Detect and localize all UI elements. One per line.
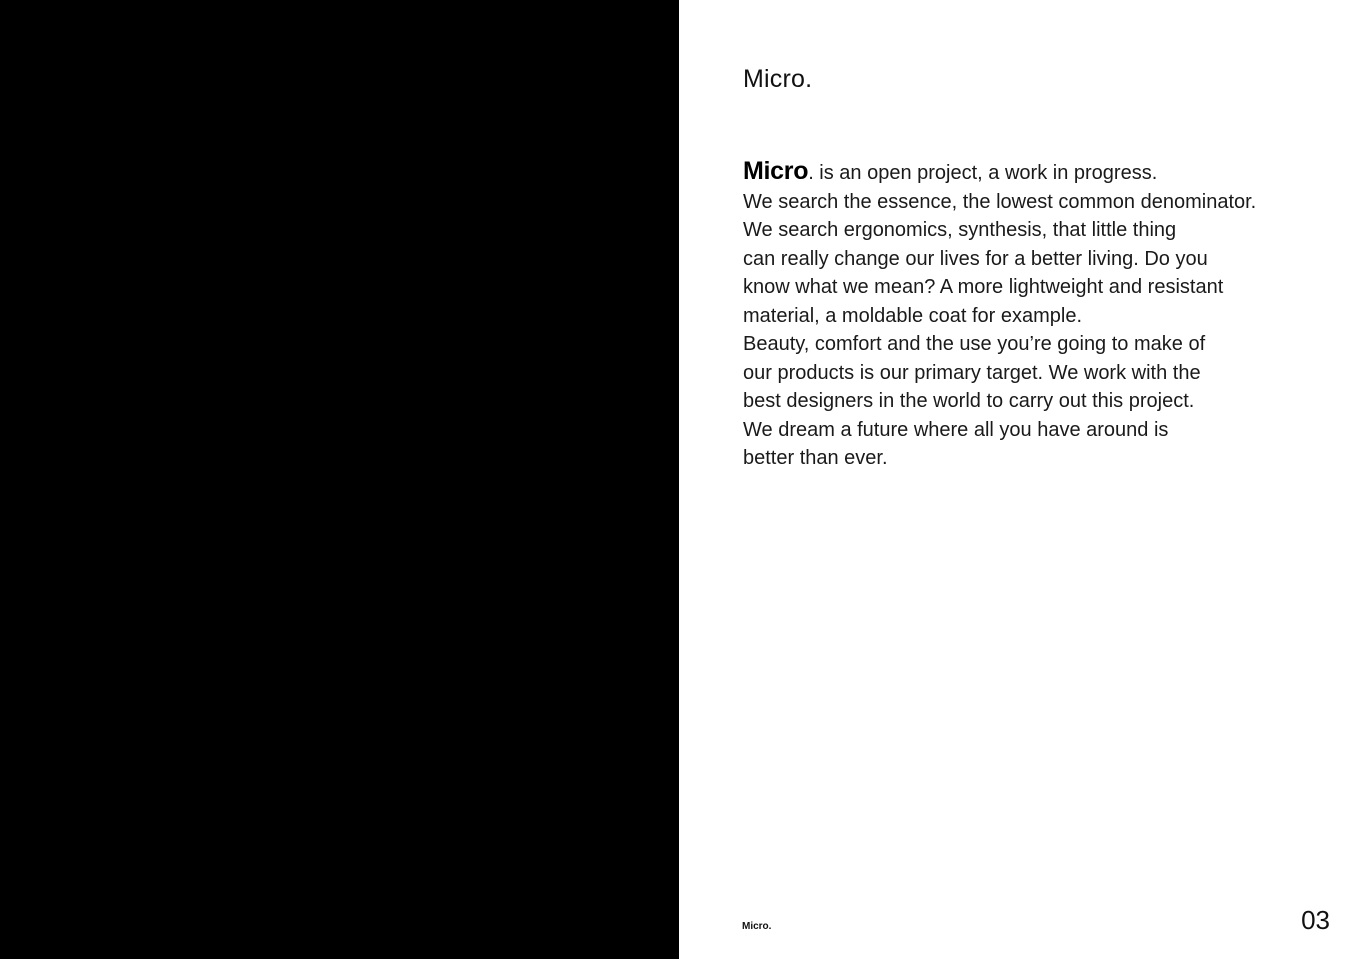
- right-page: [679, 0, 1356, 959]
- body-line-9: We dream a future where all you have around is: [743, 418, 1169, 441]
- body-line-6: Beauty, comfort and the use you’re going to make of: [743, 333, 1206, 355]
- body-line-10: better than ever.: [743, 447, 888, 469]
- intro-line: [743, 157, 1343, 188]
- body-line-7: our products is our primary target. We work with the: [743, 361, 1201, 384]
- body-line-5: material, a moldable coat for example.: [743, 304, 1083, 327]
- body-paragraph: [743, 157, 1343, 473]
- footer-brand-label: Micro.: [742, 921, 772, 932]
- body-line-4: know what we mean? A more lightweight and resistant: [743, 276, 1224, 298]
- body-line-8: best designers in the world to carry out this project.: [743, 390, 1195, 412]
- body-line-1: We search the essence, the lowest common denominator.: [743, 190, 1257, 213]
- body-line-2: We search ergonomics, synthesis, that little thing: [743, 219, 1177, 241]
- body-line-3: can really change our lives for a better living. Do you: [743, 247, 1208, 270]
- brand-lead-word: Micro: [743, 157, 809, 185]
- page-number: 03: [1301, 905, 1330, 935]
- intro-rest: . is an open project, a work in progress.: [808, 162, 1158, 184]
- page-title: Micro.: [743, 65, 813, 93]
